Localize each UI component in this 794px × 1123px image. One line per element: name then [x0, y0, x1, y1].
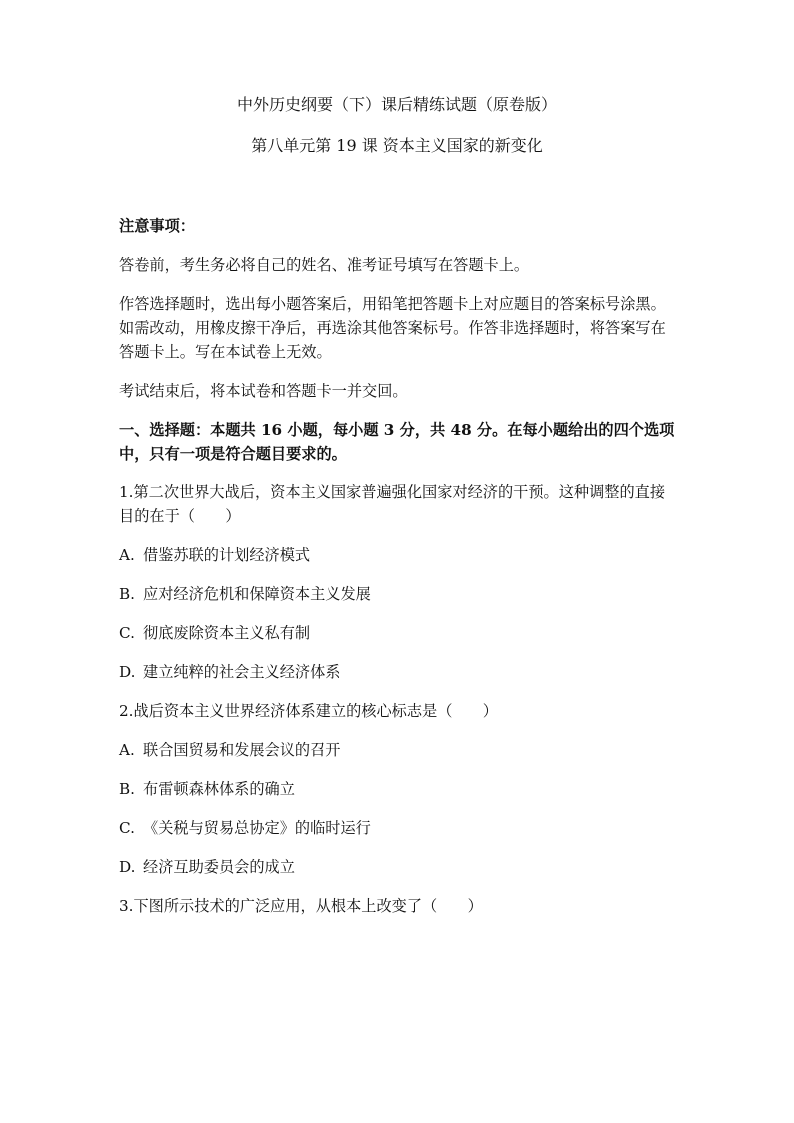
document-title: 中外历史纲要（下）课后精练试题（原卷版） [236, 95, 557, 114]
notice-item: 作答选择题时，选出每小题答案后，用铅笔把答题卡上对应题目的答案标号涂黑。如需改动，用橡皮擦干净后，再选涂其他答案标号。作答非选择题时，将答案写在答题卡上。写在本试卷上无效。 [119, 295, 666, 361]
option-d [119, 855, 675, 879]
option-text: 布雷顿森林体系的确立 [143, 780, 295, 798]
option-letter: D. [119, 858, 136, 876]
notice-item: 考试结束后，将本试卷和答题卡一并交回。 [119, 382, 408, 400]
question-stem: 2.战后资本主义世界经济体系建立的核心标志是（ ） [119, 702, 498, 720]
question-stem: 1.第二次世界大战后，资本主义国家普遍强化国家对经济的干预。这种调整的直接目的在于（ ） [119, 483, 666, 525]
notice-heading: 注意事项： [119, 217, 195, 235]
option-c [119, 621, 675, 645]
document-subtitle: 第八单元第 19 课 资本主义国家的新变化 [251, 136, 543, 155]
option-a [119, 738, 675, 762]
option-letter: A. [119, 546, 135, 564]
option-text: 联合国贸易和发展会议的召开 [143, 741, 341, 759]
option-c [119, 816, 675, 840]
question-stem: 3.下图所示技术的广泛应用，从根本上改变了（ ） [119, 897, 483, 915]
option-d [119, 660, 675, 684]
option-text: 应对经济危机和保障资本主义发展 [143, 585, 371, 603]
option-text: 建立纯粹的社会主义经济体系 [143, 663, 341, 681]
option-letter: C. [119, 624, 135, 642]
option-letter: A. [119, 741, 135, 759]
question-1 [119, 480, 675, 684]
option-text: 《关税与贸易总协定》的临时运行 [143, 819, 371, 837]
option-text: 借鉴苏联的计划经济模式 [143, 546, 311, 564]
option-b [119, 777, 675, 801]
question-options [119, 738, 675, 879]
option-text: 彻底废除资本主义私有制 [143, 624, 311, 642]
option-letter: B. [119, 585, 135, 603]
notice-item: 答卷前，考生务必将自己的姓名、准考证号填写在答题卡上。 [119, 256, 530, 274]
question-options [119, 543, 675, 684]
option-letter: D. [119, 663, 136, 681]
option-text: 经济互助委员会的成立 [143, 858, 295, 876]
question-3 [119, 894, 675, 918]
question-2 [119, 699, 675, 879]
option-letter: C. [119, 819, 135, 837]
option-letter: B. [119, 780, 135, 798]
option-b [119, 582, 675, 606]
section-heading: 一、选择题：本题共 16 小题，每小题 3 分，共 48 分。在每小题给出的四个选项中，只有一项是符合题目要求的。 [119, 421, 675, 463]
document-body [119, 214, 675, 933]
option-a [119, 543, 675, 567]
